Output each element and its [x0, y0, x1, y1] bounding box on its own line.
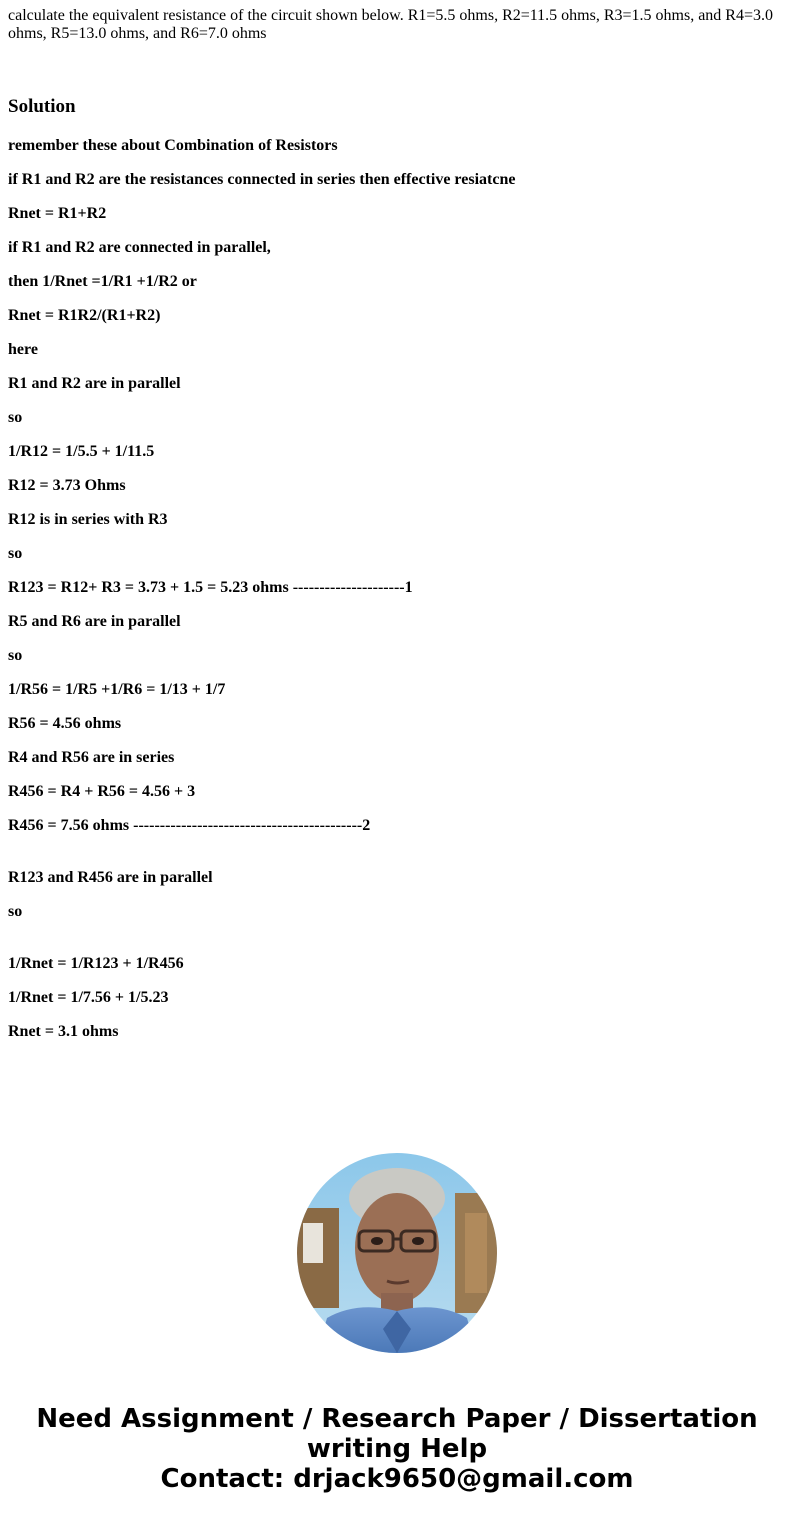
solution-line: R56 = 4.56 ohms: [8, 715, 122, 732]
solution-line: R123 and R456 are in parallel: [8, 869, 213, 886]
promo-contact: Contact: drjack9650@gmail.com: [160, 1464, 634, 1494]
solution-line: so: [8, 647, 23, 664]
solution-heading: Solution: [8, 96, 76, 117]
question-text: calculate the equivalent resistance of the circuit shown below. R1=5.5 ohms, R2=11.5 ohms, R3=1.5 ohms, and R4=3.0 ohms, R5=13.0 ohms, and R6=7.0 ohms: [8, 7, 773, 42]
solution-line: 1/R12 = 1/5.5 + 1/11.5: [8, 443, 155, 460]
author-portrait-image: [297, 1153, 497, 1353]
solution-line: Rnet = R1R2/(R1+R2): [8, 307, 161, 324]
promo-line-1: Need Assignment / Research Paper / Dissertation: [36, 1404, 758, 1434]
solution-line: 1/R56 = 1/R5 +1/R6 = 1/13 + 1/7: [8, 681, 226, 698]
solution-line: then 1/Rnet =1/R1 +1/R2 or: [8, 273, 197, 290]
promo-line-2: writing Help: [306, 1434, 488, 1464]
solution-line: R4 and R56 are in series: [8, 749, 175, 766]
solution-line: R456 = R4 + R56 = 4.56 + 3: [8, 783, 196, 800]
solution-line: 1/Rnet = 1/R123 + 1/R456: [8, 955, 184, 972]
solution-line: so: [8, 903, 23, 920]
solution-line: remember these about Combination of Resistors: [8, 137, 338, 154]
solution-line: here: [8, 341, 38, 358]
solution-line: R1 and R2 are in parallel: [8, 375, 181, 392]
solution-line: R12 is in series with R3: [8, 511, 168, 528]
solution-line: if R1 and R2 are connected in parallel,: [8, 239, 271, 256]
solution-line: so: [8, 545, 23, 562]
solution-line: R123 = R12+ R3 = 3.73 + 1.5 = 5.23 ohms ---------------------1: [8, 579, 413, 596]
solution-line: 1/Rnet = 1/7.56 + 1/5.23: [8, 989, 169, 1006]
solution-line: R456 = 7.56 ohms -------------------------------------------2: [8, 817, 371, 834]
solution-line: Rnet = 3.1 ohms: [8, 1023, 119, 1040]
solution-line: R5 and R6 are in parallel: [8, 613, 181, 630]
solution-line: R12 = 3.73 Ohms: [8, 477, 126, 494]
solution-line: if R1 and R2 are the resistances connected in series then effective resiatcne: [8, 171, 516, 188]
solution-line: so: [8, 409, 23, 426]
promo-banner: [0, 1404, 794, 1494]
solution-line: Rnet = R1+R2: [8, 205, 107, 222]
author-avatar: [297, 1153, 497, 1353]
